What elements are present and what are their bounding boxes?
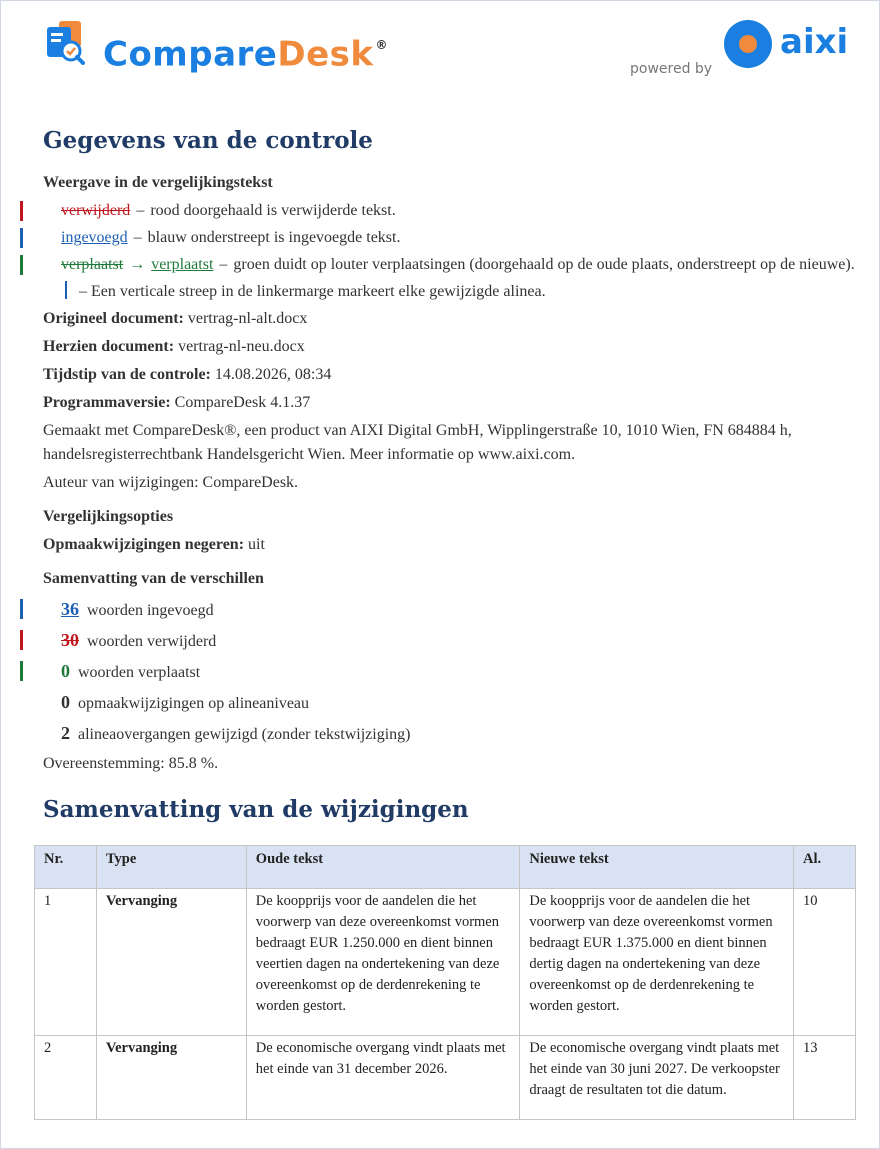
column-header: Nieuwe tekst	[520, 846, 794, 889]
cell-new-text: De economische overgang vindt plaats met het einde van 30 juni 2027. De verkoopster draagt de resultaten tot die datum.	[520, 1036, 794, 1120]
match-percentage: Overeenstemming: 85.8 %.	[43, 755, 219, 772]
legend-margin-bar: – Een verticale streep in de linkermarge markeert elke gewijzigde alinea.	[43, 280, 863, 304]
cell-nr: 1	[35, 889, 97, 1036]
cell-type: Vervanging	[96, 889, 246, 1036]
changes-table	[34, 845, 856, 1120]
program-version: Programmaversie: CompareDesk 4.1.37	[43, 394, 311, 411]
table-row	[35, 889, 856, 1036]
author-note: Auteur van wijzigingen: CompareDesk.	[43, 474, 299, 491]
cell-paragraph: 10	[794, 889, 856, 1036]
summary-deleted: 30 woorden verwijderd	[43, 628, 863, 654]
column-header: Al.	[794, 846, 856, 889]
document-check-icon	[45, 21, 85, 65]
column-header: Type	[96, 846, 246, 889]
powered-by-label: powered by	[630, 61, 713, 77]
section-title-control: Gegevens van de controle	[43, 127, 373, 154]
change-bar-red	[20, 201, 23, 221]
cell-type: Vervanging	[96, 1036, 246, 1120]
summary-formatting: 0 opmaakwijzigingen op alineaniveau	[61, 692, 310, 712]
ignore-formatting-option: Opmaakwijzigingen negeren: uit	[43, 536, 265, 553]
cell-nr: 2	[35, 1036, 97, 1120]
summary-paragraphs: 2 alineaovergangen gewijzigd (zonder tekstwijziging)	[61, 723, 411, 743]
made-with-note: Gemaakt met CompareDesk®, een product van AIXI Digital GmbH, Wipplingerstraße 10, 1010 Wien, FN 684884 h, handelsregisterrechtbank Handelsgericht Wien. Meer informatie op www.aixi.com.	[43, 422, 792, 463]
cell-old-text: De economische overgang vindt plaats met het einde van 31 december 2026.	[246, 1036, 520, 1120]
cell-old-text: De koopprijs voor de aandelen die het voorwerp van deze overeenkomst vormen bedraagt EUR 1.250.000 en dient binnen veertien dagen na ondertekening van deze overeenkomst op de derdenrekening te worden gestort.	[246, 889, 520, 1036]
legend-deleted: verwijderd – rood doorgehaald is verwijderde tekst.	[43, 199, 863, 223]
aixi-logo-icon	[724, 20, 772, 68]
legend-title: Weergave in de vergelijkingstekst	[43, 174, 273, 191]
header	[1, 1, 879, 101]
options-title: Vergelijkingsopties	[43, 508, 174, 525]
report-content	[43, 125, 863, 836]
original-document: Origineel document: vertrag-nl-alt.docx	[43, 310, 308, 327]
summary-inserted: 36 woorden ingevoegd	[43, 597, 863, 623]
column-header: Nr.	[35, 846, 97, 889]
summary-moved: 0 woorden verplaatst	[43, 659, 863, 685]
summary-title: Samenvatting van de verschillen	[43, 570, 264, 587]
column-header: Oude tekst	[246, 846, 520, 889]
brand-logo-text: CompareDesk ®	[103, 34, 388, 75]
aixi-logo-text: aixi	[780, 22, 849, 62]
cell-new-text: De koopprijs voor de aandelen die het voorwerp van deze overeenkomst vormen bedraagt EUR 1.375.000 en dient binnen dertig dagen na ondertekening van deze overeenkomst op de derdenrekening te worden gestort.	[520, 889, 794, 1036]
legend-inserted: ingevoegd – blauw onderstreept is ingevoegde tekst.	[43, 226, 863, 250]
check-timestamp: Tijdstip van de controle: 14.08.2026, 08:34	[43, 366, 332, 383]
arrow-right-icon: →	[129, 256, 146, 273]
table-header-row	[35, 846, 856, 889]
margin-bar-icon	[65, 281, 67, 299]
section-title-changes: Samenvatting van de wijzigingen	[43, 796, 469, 823]
change-bar-blue	[20, 228, 23, 248]
revised-document: Herzien document: vertrag-nl-neu.docx	[43, 338, 305, 355]
change-bar-green	[20, 255, 23, 275]
table-row	[35, 1036, 856, 1120]
legend-moved: verplaatst → verplaatst – groen duidt op louter verplaatsingen (doorgehaald op de oude plaats, onderstreept op de nieuwe).	[43, 253, 863, 277]
cell-paragraph: 13	[794, 1036, 856, 1120]
